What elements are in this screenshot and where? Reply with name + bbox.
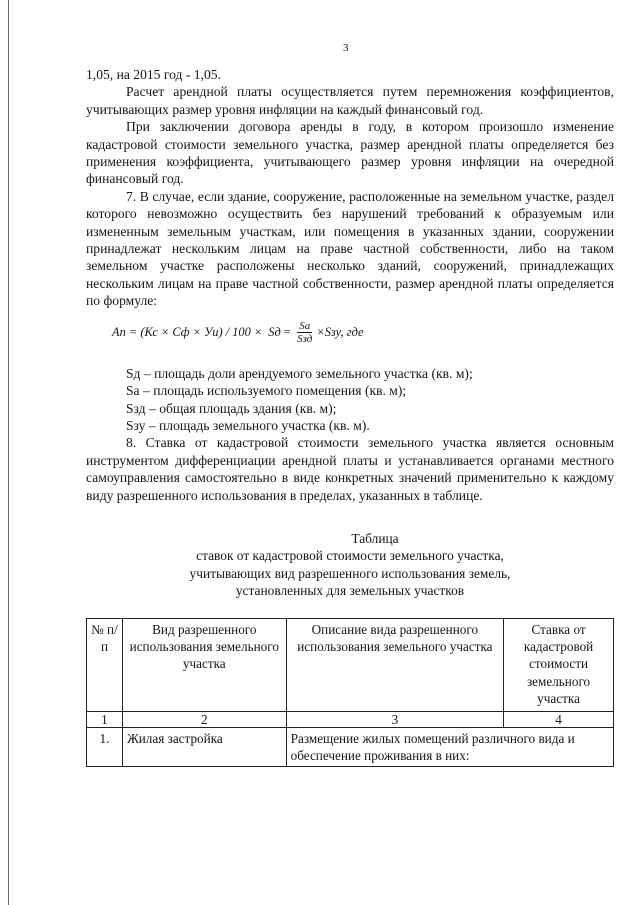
table-caption-line: ставок от кадастровой стоимости земельного участка,: [196, 548, 504, 564]
column-number: 1: [87, 711, 123, 727]
row-description: Размещение жилых помещений различного вида и обеспечение проживания в них:: [286, 727, 613, 767]
page-number: 3: [343, 42, 349, 54]
paragraph-calculation: Расчет арендной платы осуществляется путем перемножения коэффициентов, учитывающих размер уровня инфляции на каждый финансовый год.: [86, 84, 614, 117]
formula-equals: =: [282, 324, 292, 339]
table-caption-line: установленных для земельных участков: [235, 583, 465, 599]
formula-numerator: Sа: [299, 320, 311, 333]
paragraph-contract: При заключении договора аренды в году, в котором произошло изменение кадастровой стоимости земельного участка, размер арендной платы определяется без применения коэффициента, учитывающего размер уровня инфляции на очередной финансовый год.: [86, 119, 614, 187]
paragraph-item-7: 7. В случае, если здание, сооружение, расположенные на земельном участке, раздел которого невозможно осуществить без нарушений требований к образуемым или измененным земельным участкам, или помещения в указанных здании, сооружении принадлежат нескольким лицам на праве частной собственности, либо на таком земельном участке расположены несколько зданий, сооружений, принадлежащих нескольким лицам на праве частной собственности, размер арендной платы определяется по формуле:: [86, 188, 614, 309]
definition-sd: Sд – площадь доли арендуемого земельного участка (кв. м);: [126, 365, 473, 381]
paragraph-coefficients-end: 1,05, на 2015 год - 1,05.: [86, 67, 221, 82]
formula-sd: Sд: [268, 324, 281, 339]
formula-right: Sзу, где: [324, 324, 364, 339]
column-number: 4: [504, 711, 614, 727]
column-number: 2: [122, 711, 286, 727]
table-caption-line: учитывающих вид разрешенного использования земель,: [189, 565, 511, 581]
table-column-numbers-row: [87, 711, 614, 727]
table-caption: [86, 530, 614, 600]
formula-times: ×: [316, 324, 325, 339]
rent-formula: [86, 313, 614, 353]
rates-table: [86, 618, 614, 768]
column-number: 3: [286, 711, 503, 727]
formula-fraction: [295, 320, 314, 345]
header-description: Описание вида разрешенного использования земельного участка: [286, 618, 503, 711]
paragraph-item-8: 8. Ставка от кадастровой стоимости земельного участка является основным инструментом дифференциации арендной платы и устанавливается органами местного самоуправления самостоятельно в виде конкретных значений применительно к каждому виду разрешенного использования в пределах, указанных в таблице.: [86, 435, 614, 503]
table-row: [87, 727, 614, 767]
formula-denominator: Sзд: [297, 333, 313, 346]
table-caption-title: Таблица: [351, 530, 399, 546]
header-use-type: Вид разрешенного использования земельного участка: [122, 618, 286, 711]
definition-szd: Sзд – общая площадь здания (кв. м);: [126, 400, 337, 416]
formula-left: Ап = (Кс × Сф × Уи) / 100 ×: [112, 324, 263, 339]
page-margin-line: [8, 0, 9, 905]
definition-szu: Sзу – площадь земельного участка (кв. м).: [126, 417, 370, 433]
header-number: № п/п: [87, 618, 123, 711]
definition-sa: Sа – площадь используемого помещения (кв. м);: [126, 383, 407, 399]
header-rate: Ставка от кадастровой стоимости земельного участка: [504, 618, 614, 711]
row-number: 1.: [87, 727, 123, 767]
document-body: [86, 66, 614, 767]
table-header-row: [87, 618, 614, 711]
row-use-type: Жилая застройка: [122, 727, 286, 767]
